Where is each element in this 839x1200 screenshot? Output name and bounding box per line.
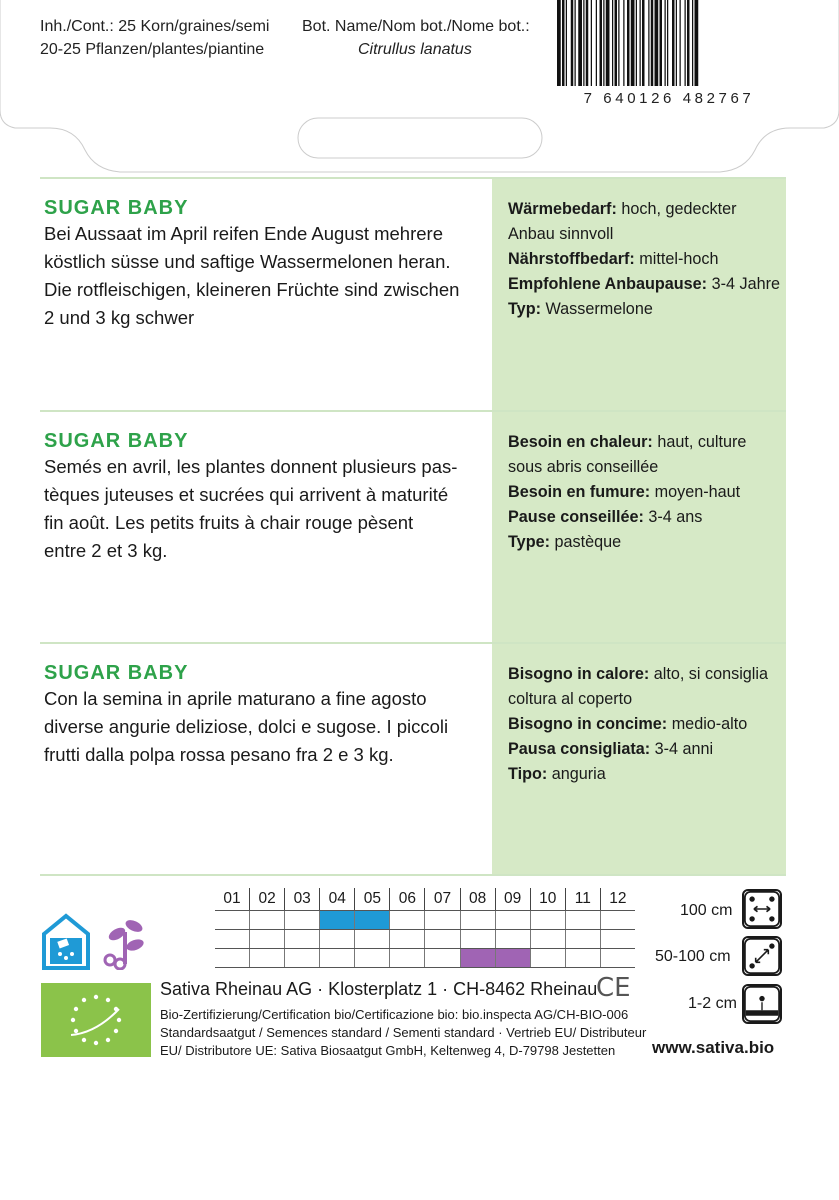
barcode-bars xyxy=(553,0,785,86)
barcode-bar xyxy=(667,0,668,86)
property-label: Bisogno in concime: xyxy=(508,715,668,733)
property-label: Nährstoffbedarf: xyxy=(508,250,635,268)
barcode xyxy=(553,0,785,116)
property-row xyxy=(508,687,780,712)
calendar-cell xyxy=(215,930,249,948)
barcode-bar xyxy=(665,0,666,86)
barcode-bar xyxy=(695,0,699,86)
property-label: Type: xyxy=(508,533,550,551)
calendar-month: 02 xyxy=(249,888,284,910)
property-row xyxy=(508,505,780,530)
website-link[interactable]: www.sativa.bio xyxy=(652,1038,775,1057)
barcode-bar xyxy=(648,0,649,86)
company-address: Sativa Rheinau AG · Klosterplatz 1 · CH-8462 Rheinau xyxy=(160,979,598,999)
barcode-bar xyxy=(591,0,592,86)
barcode-bar xyxy=(618,0,619,86)
certification-line-1: Bio-Zertifizierung/Certification bio/Certificazione bio: bio.inspecta AG/CH-BIO-006 xyxy=(160,1007,629,1022)
contents-line-1: Inh./Cont.: 25 Korn/graines/semi xyxy=(40,18,270,35)
calendar-month: 03 xyxy=(284,888,319,910)
property-row xyxy=(508,455,780,480)
description-line: diverse angurie deliziose, dolci e sugose. I piccoli xyxy=(44,716,449,737)
property-row xyxy=(508,762,780,787)
barcode-bar xyxy=(660,0,663,86)
calendar-cell xyxy=(319,949,354,967)
barcode-bar xyxy=(676,0,677,86)
description-line: Semés en avril, les plantes donnent plusieurs pas- xyxy=(44,456,458,477)
property-value: 3-4 Jahre xyxy=(707,275,780,293)
plant-distance-icon xyxy=(742,936,782,976)
calendar-cell xyxy=(565,949,600,967)
calendar-cell xyxy=(319,911,354,929)
calendar-month: 06 xyxy=(389,888,424,910)
barcode-bar xyxy=(571,0,574,86)
calendar-month: 07 xyxy=(424,888,459,910)
description-line: frutti dalla polpa rossa pesano fra 2 e 3 kg. xyxy=(44,744,394,765)
calendar-cell xyxy=(424,911,459,929)
ce-mark: CE xyxy=(596,973,631,1003)
barcode-bar xyxy=(692,0,693,86)
calendar-month: 01 xyxy=(223,890,241,907)
calendar-cell xyxy=(249,949,284,967)
barcode-bar xyxy=(596,0,597,86)
calendar-cell xyxy=(284,930,319,948)
properties-panel-it xyxy=(492,644,786,876)
calendar-cell xyxy=(424,949,459,967)
eu-organic-logo xyxy=(41,983,151,1057)
barcode-bar xyxy=(615,0,618,86)
property-label: Besoin en fumure: xyxy=(508,483,651,501)
botanical-name-value: Citrullus lanatus xyxy=(358,41,472,58)
description-line: fin août. Les petits fruits à chair rouge pèsent xyxy=(44,512,414,533)
calendar-cell xyxy=(215,949,249,967)
property-value: Anbau sinnvoll xyxy=(508,225,614,243)
description-line: Die rotfleischigen, kleineren Früchte sind zwischen xyxy=(44,279,460,300)
calendar-cell xyxy=(354,949,389,967)
property-value: 3-4 ans xyxy=(643,508,703,526)
property-value: anguria xyxy=(547,765,606,783)
calendar-cell xyxy=(249,930,284,948)
barcode-bar xyxy=(636,0,637,86)
divider xyxy=(40,874,786,876)
property-value: alto, si consiglia xyxy=(649,665,768,683)
calendar-cell xyxy=(389,949,424,967)
description-line: 2 und 3 kg schwer xyxy=(44,307,195,328)
calendar-cell xyxy=(530,949,565,967)
calendar-cell xyxy=(600,911,635,929)
property-value: medio-alto xyxy=(667,715,748,733)
property-row xyxy=(508,480,780,505)
section-italian xyxy=(40,642,786,876)
calendar-cell xyxy=(600,949,635,967)
property-value: coltura al coperto xyxy=(508,690,633,708)
description-panel-fr xyxy=(40,412,492,644)
barcode-bar xyxy=(642,0,645,86)
property-row xyxy=(508,272,780,297)
barcode-bar xyxy=(687,0,690,86)
calendar-month: 09 xyxy=(495,888,530,910)
contents-line-2: 20-25 Pflanzen/plantes/piantine xyxy=(40,41,265,58)
property-label: Besoin en chaleur: xyxy=(508,433,653,451)
property-row xyxy=(508,222,780,247)
barcode-bar xyxy=(651,0,654,86)
barcode-bar xyxy=(566,0,567,86)
property-value: hoch, gedeckter xyxy=(616,200,737,218)
calendar-cell xyxy=(389,911,424,929)
barcode-bar xyxy=(562,0,565,86)
property-value: mittel-hoch xyxy=(634,250,719,268)
barcode-number: 7 640126 482767 xyxy=(583,90,755,107)
calendar-month: 04 xyxy=(319,888,354,910)
calendar-cell xyxy=(354,911,389,929)
variety-title-de: SUGAR BABY xyxy=(44,197,189,219)
calendar-cell xyxy=(530,930,565,948)
properties-panel-fr xyxy=(492,412,786,644)
description-panel-it xyxy=(40,644,492,876)
calendar-cell xyxy=(319,930,354,948)
property-row xyxy=(508,737,780,762)
calendar-cell xyxy=(215,911,249,929)
property-label: Pause conseillée: xyxy=(508,508,644,526)
section-german xyxy=(40,177,786,411)
calendar-planting-row xyxy=(215,929,635,948)
calendar-cell xyxy=(284,911,319,929)
property-value: 3-4 anni xyxy=(650,740,714,758)
barcode-bar xyxy=(631,0,635,86)
barcode-bar xyxy=(640,0,641,86)
calendar-sowing-row xyxy=(215,910,635,929)
barcode-bar xyxy=(578,0,582,86)
greenhouse-sowing-icon xyxy=(40,912,92,972)
calendar-month: 08 xyxy=(460,888,495,910)
properties-panel-de xyxy=(492,179,786,411)
calendar-cell xyxy=(495,949,530,967)
description-line: köstlich süsse und saftige Wassermelonen heran. xyxy=(44,251,451,272)
barcode-bar xyxy=(627,0,630,86)
sowing-depth-label: 1-2 cm xyxy=(688,995,737,1012)
botanical-name-label: Bot. Name/Nom bot./Nome bot.: xyxy=(302,18,530,35)
sowing-harvest-calendar xyxy=(215,888,635,968)
description-line: Con la semina in aprile maturano a fine agosto xyxy=(44,688,427,709)
property-value: haut, culture xyxy=(652,433,747,451)
calendar-cell xyxy=(460,949,495,967)
property-label: Wärmebedarf: xyxy=(508,200,617,218)
variety-title-fr: SUGAR BABY xyxy=(44,430,189,452)
property-row xyxy=(508,430,780,455)
calendar-cell xyxy=(460,930,495,948)
calendar-month: 10 xyxy=(530,888,565,910)
calendar-cell xyxy=(284,949,319,967)
barcode-bar xyxy=(672,0,675,86)
property-label: Bisogno in calore: xyxy=(508,665,650,683)
calendar-cell xyxy=(495,930,530,948)
barcode-bar xyxy=(586,0,589,86)
property-value: pastèque xyxy=(549,533,622,551)
property-value: moyen-haut xyxy=(650,483,741,501)
barcode-bar xyxy=(655,0,659,86)
barcode-bar xyxy=(575,0,576,86)
property-row xyxy=(508,197,780,222)
calendar-cell xyxy=(460,911,495,929)
calendar-cell xyxy=(495,911,530,929)
calendar-harvest-row xyxy=(215,948,635,968)
calendar-cell xyxy=(354,930,389,948)
calendar-cell xyxy=(424,930,459,948)
calendar-cell xyxy=(565,911,600,929)
property-label: Empfohlene Anbaupause: xyxy=(508,275,708,293)
property-row xyxy=(508,247,780,272)
calendar-month: 11 xyxy=(565,888,600,910)
barcode-bar xyxy=(680,0,681,86)
calendar-month: 12 xyxy=(600,888,635,910)
barcode-bar xyxy=(612,0,613,86)
calendar-cell xyxy=(565,930,600,948)
property-value: Wassermelone xyxy=(540,300,653,318)
property-row xyxy=(508,530,780,555)
calendar-month-header xyxy=(215,888,635,910)
property-label: Pausa consigliata: xyxy=(508,740,651,758)
row-distance-icon xyxy=(742,889,782,929)
property-value: sous abris conseillée xyxy=(508,458,659,476)
property-row xyxy=(508,297,780,322)
certification-line-2: Standardsaatgut / Semences standard / Sementi standard · Vertrieb EU/ Distributeur xyxy=(160,1025,647,1040)
calendar-cell xyxy=(530,911,565,929)
property-label: Tipo: xyxy=(508,765,548,783)
barcode-bar xyxy=(600,0,603,86)
plant-distance-label: 50-100 cm xyxy=(655,948,731,965)
description-line: tèques juteuses et sucrées qui arrivent à maturité xyxy=(44,484,449,505)
barcode-bar xyxy=(557,0,561,86)
barcode-bar xyxy=(606,0,610,86)
barcode-bar xyxy=(685,0,686,86)
property-row xyxy=(508,712,780,737)
description-panel-de xyxy=(40,179,492,411)
barcode-bar xyxy=(623,0,624,86)
calendar-cell xyxy=(249,911,284,929)
calendar-cell xyxy=(600,930,635,948)
calendar-cell xyxy=(389,930,424,948)
calendar-month: 05 xyxy=(354,888,389,910)
variety-title-it: SUGAR BABY xyxy=(44,662,189,684)
section-french xyxy=(40,410,786,644)
property-label: Typ: xyxy=(508,300,541,318)
certification-line-3: EU/ Distributore UE: Sativa Biosaatgut GmbH, Keltenweg 4, D-79798 Jestetten xyxy=(160,1043,616,1058)
property-row xyxy=(508,662,780,687)
description-line: Bei Aussaat im April reifen Ende August mehrere xyxy=(44,223,443,244)
barcode-bar xyxy=(583,0,584,86)
barcode-bar xyxy=(603,0,604,86)
harvest-plant-icon xyxy=(100,912,150,970)
row-distance-label: 100 cm xyxy=(680,902,733,919)
sowing-depth-icon xyxy=(742,984,782,1024)
description-line: entre 2 et 3 kg. xyxy=(44,540,168,561)
